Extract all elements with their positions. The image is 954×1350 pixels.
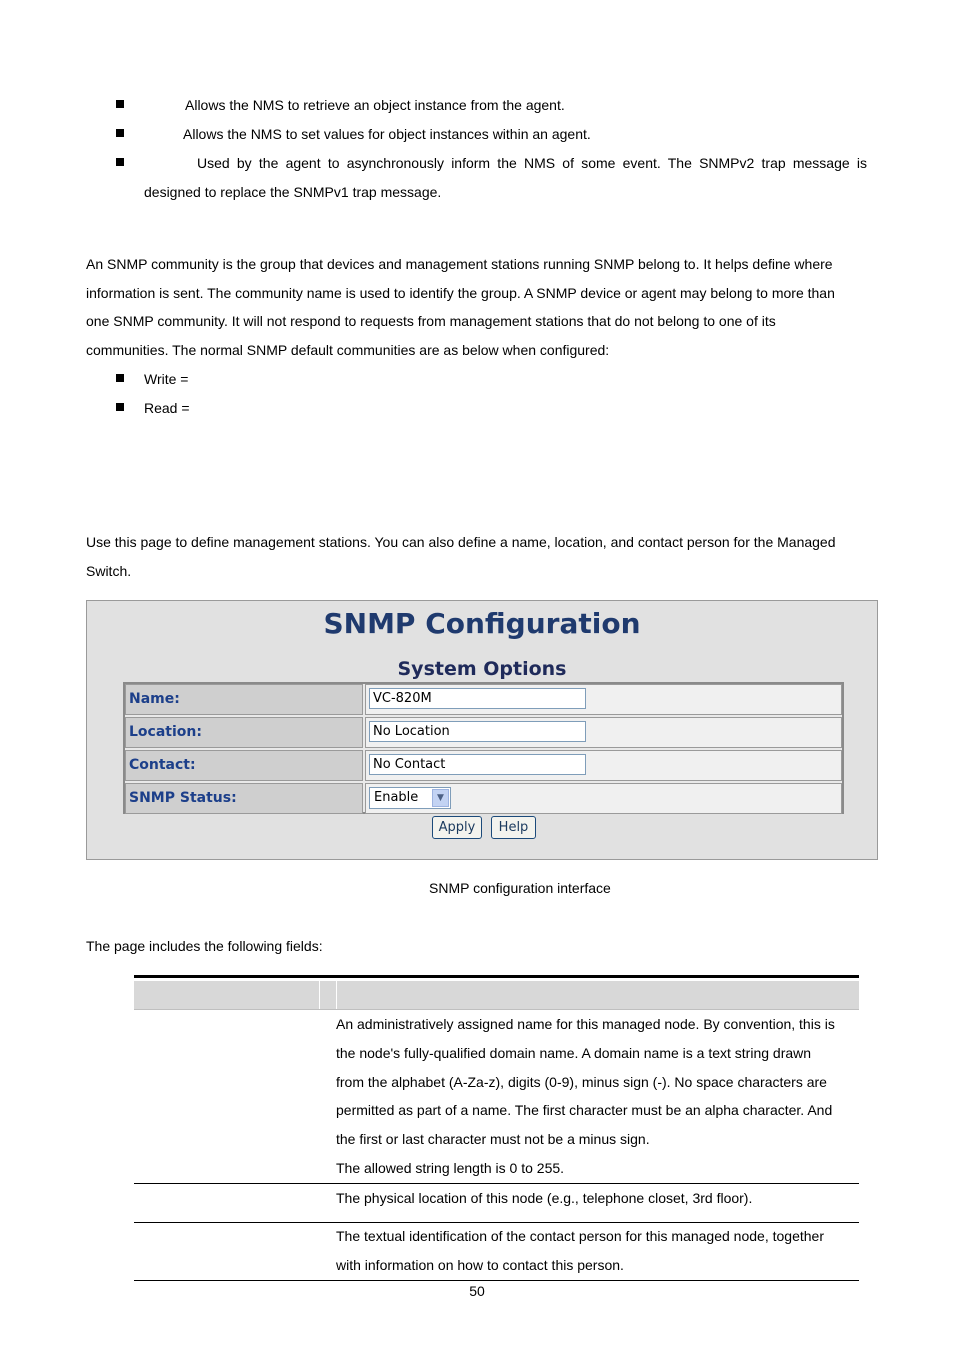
help-button[interactable]: Help	[491, 816, 536, 839]
description-line: The physical location of this node (e.g., telephone closet, 3rd floor).	[336, 1190, 753, 1206]
snmp-status-value: Enable	[374, 790, 419, 805]
name-input[interactable]: VC-820M	[369, 688, 586, 709]
snmp-status-label: SNMP Status:	[125, 783, 363, 814]
panel-title: SNMP Configuration	[323, 607, 641, 640]
contact-input[interactable]: No Contact	[369, 754, 586, 775]
figure-caption: SNMP configuration interface	[429, 880, 611, 896]
description-line: from the alphabet (A-Za-z), digits (0-9), minus sign (-). No space characters are	[336, 1073, 827, 1090]
fields-table	[134, 975, 859, 1281]
read-community-label: Read =	[144, 400, 190, 416]
header-separator	[319, 981, 320, 1009]
paragraph-line: communities. The normal SNMP default communities are as below when configured:	[86, 342, 610, 358]
contact-label: Contact:	[125, 750, 363, 781]
bullet-marker	[116, 158, 124, 166]
paragraph-line: information is sent. The community name is used to identify the group. A SNMP device or agent may belong to more than	[86, 285, 835, 301]
table-row-contact-description	[336, 1222, 856, 1280]
paragraph-line: Use this page to define management stations. You can also define a name, location, and contact person for the Managed	[86, 534, 836, 550]
description-line: The textual identification of the contact person for this managed node, together	[336, 1228, 824, 1244]
bullet-marker	[116, 374, 124, 382]
description-line: the node's fully-qualified domain name. A domain name is a text string drawn	[336, 1044, 812, 1061]
paragraph-line: Switch.	[86, 563, 132, 579]
bullet-text-continued: designed to replace the SNMPv1 trap message.	[144, 184, 442, 200]
location-input[interactable]: No Location	[369, 721, 586, 742]
table-bottom-rule	[134, 1280, 859, 1281]
description-line: The allowed string length is 0 to 255.	[336, 1159, 565, 1176]
description-line: permitted as part of a name. The first character must be an alpha character. And	[336, 1102, 833, 1119]
chevron-down-icon[interactable]: ▼	[432, 789, 449, 807]
location-cell	[365, 717, 842, 748]
description-line: with information on how to contact this person.	[336, 1256, 624, 1273]
paragraph-line: An SNMP community is the group that devices and management stations running SNMP belong to. It helps define where	[86, 256, 833, 272]
bullet-marker	[116, 403, 124, 411]
description-line: the first or last character must not be a minus sign.	[336, 1131, 650, 1148]
snmp-configuration-screenshot	[86, 600, 878, 860]
table-top-rule	[134, 975, 859, 978]
write-community-label: Write =	[144, 371, 189, 387]
description-line: An administratively assigned name for this managed node. By convention, this is	[336, 1016, 835, 1032]
location-label: Location:	[125, 717, 363, 748]
name-row	[125, 684, 842, 715]
bullet-text: Used by the agent to asynchronously inform the NMS of some event. The SNMPv2 trap message is	[197, 155, 867, 171]
fields-intro: The page includes the following fields:	[86, 938, 323, 954]
paragraph-line: one SNMP community. It will not respond to requests from management stations that do not belong to one of its	[86, 313, 776, 329]
apply-button[interactable]: Apply	[432, 816, 482, 839]
table-header	[134, 981, 859, 1009]
snmp-status-row	[125, 783, 842, 814]
contact-row	[125, 750, 842, 781]
snmp-status-cell	[365, 783, 842, 814]
name-cell	[365, 684, 842, 715]
page-number: 50	[469, 1283, 485, 1299]
panel-subtitle: System Options	[397, 658, 567, 680]
snmp-status-select[interactable]	[369, 787, 451, 809]
name-label: Name:	[125, 684, 363, 715]
table-row-location-description	[336, 1184, 856, 1213]
location-row	[125, 717, 842, 748]
bullet-text: Allows the NMS to retrieve an object instance from the agent.	[185, 97, 565, 113]
contact-cell	[365, 750, 842, 781]
header-separator	[336, 981, 337, 1009]
bullet-marker	[116, 100, 124, 108]
bullet-text: Allows the NMS to set values for object instances within an agent.	[183, 126, 591, 142]
bullet-marker	[116, 129, 124, 137]
system-options-table	[123, 682, 844, 814]
table-row-name-description	[336, 1010, 856, 1183]
